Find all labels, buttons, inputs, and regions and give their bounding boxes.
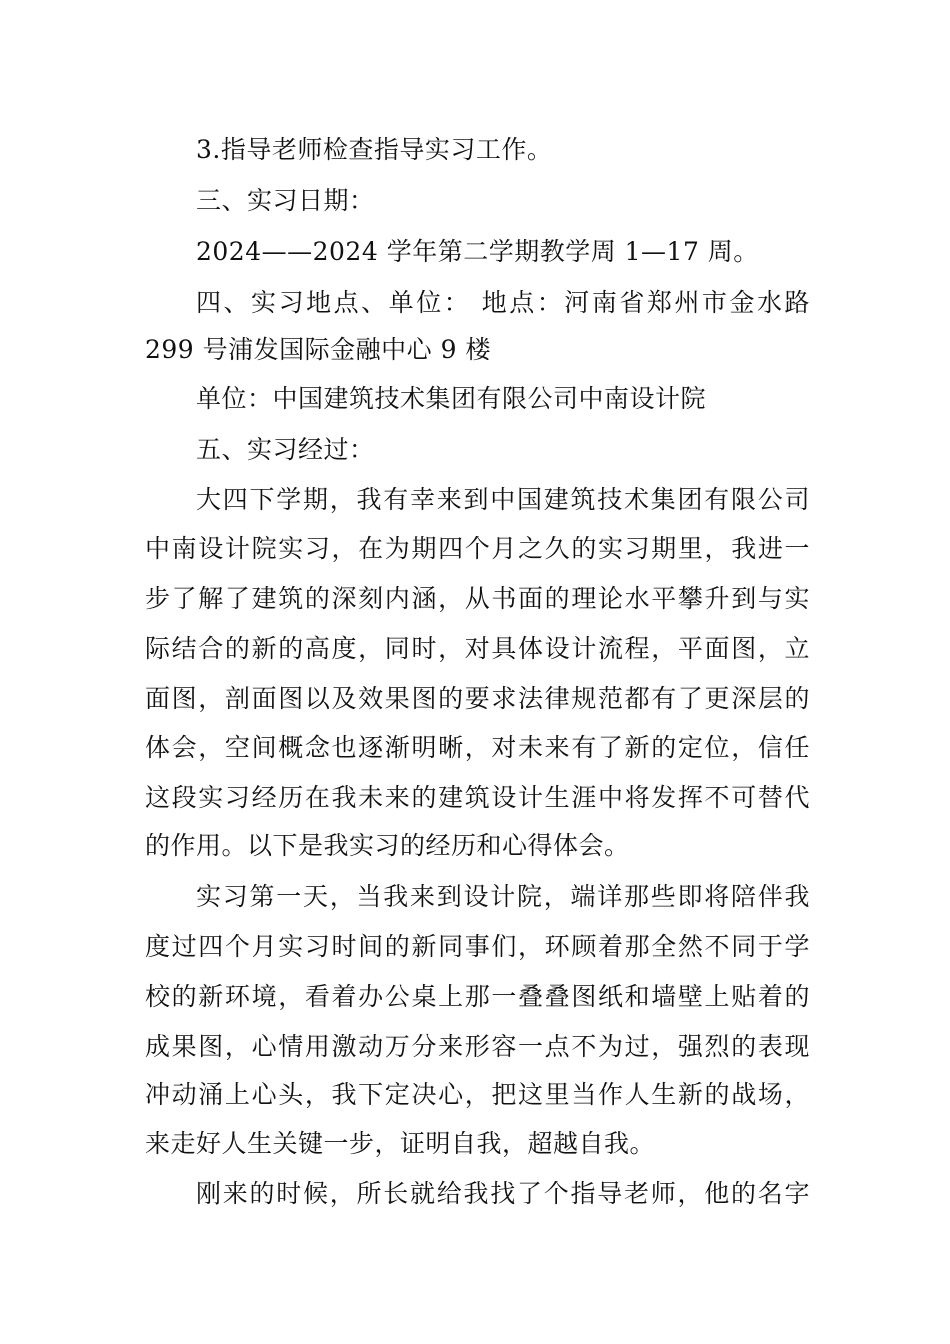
paragraph-line: 中南设计院实习，在为期四个月之久的实习期里，我进一 xyxy=(145,534,810,563)
paragraph-line: 冲动涌上心头，我下定决心，把这里当作人生新的战场， xyxy=(145,1080,810,1109)
paragraph-line: 步了解了建筑的深刻内涵，从书面的理论水平攀升到与实 xyxy=(145,584,810,613)
paragraph-line: 实习第一天，当我来到设计院，端详那些即将陪伴我 xyxy=(196,882,810,911)
text-line: 3.指导老师检查指导实习工作。 xyxy=(196,135,553,164)
text-line: 299 号浦发国际金融中心 9 楼 xyxy=(145,335,491,364)
paragraph-line: 的作用。以下是我实习的经历和心得体会。 xyxy=(145,831,630,860)
text-line: 单位：中国建筑技术集团有限公司中南设计院 xyxy=(196,384,707,413)
paragraph-line: 体会，空间概念也逐渐明晰，对未来有了新的定位，信任 xyxy=(145,733,810,762)
paragraph-line: 来走好人生关键一步，证明自我，超越自我。 xyxy=(145,1129,656,1158)
paragraph-line: 度过四个月实习时间的新同事们，环顾着那全然不同于学 xyxy=(145,932,810,961)
paragraph-line: 这段实习经历在我未来的建筑设计生涯中将发挥不可替代 xyxy=(145,783,810,812)
paragraph-line: 刚来的时候，所长就给我找了个指导老师，他的名字 xyxy=(196,1179,810,1208)
text-line: 2024——2024 学年第二学期教学周 1—17 周。 xyxy=(196,237,759,266)
section-heading: 五、实习经过： xyxy=(196,435,375,464)
paragraph-line: 际结合的新的高度，同时，对具体设计流程，平面图，立 xyxy=(145,634,810,663)
paragraph-line: 大四下学期，我有幸来到中国建筑技术集团有限公司 xyxy=(196,485,810,514)
paragraph-line: 面图，剖面图以及效果图的要求法律规范都有了更深层的 xyxy=(145,684,810,713)
paragraph-line: 校的新环境，看着办公桌上那一叠叠图纸和墙壁上贴着的 xyxy=(145,982,810,1011)
section-heading: 四、实习地点、单位： 地点：河南省郑州市金水路 xyxy=(196,288,810,317)
section-heading: 三、实习日期： xyxy=(196,186,375,215)
paragraph-line: 成果图，心情用激动万分来形容一点不为过，强烈的表现 xyxy=(145,1032,810,1061)
